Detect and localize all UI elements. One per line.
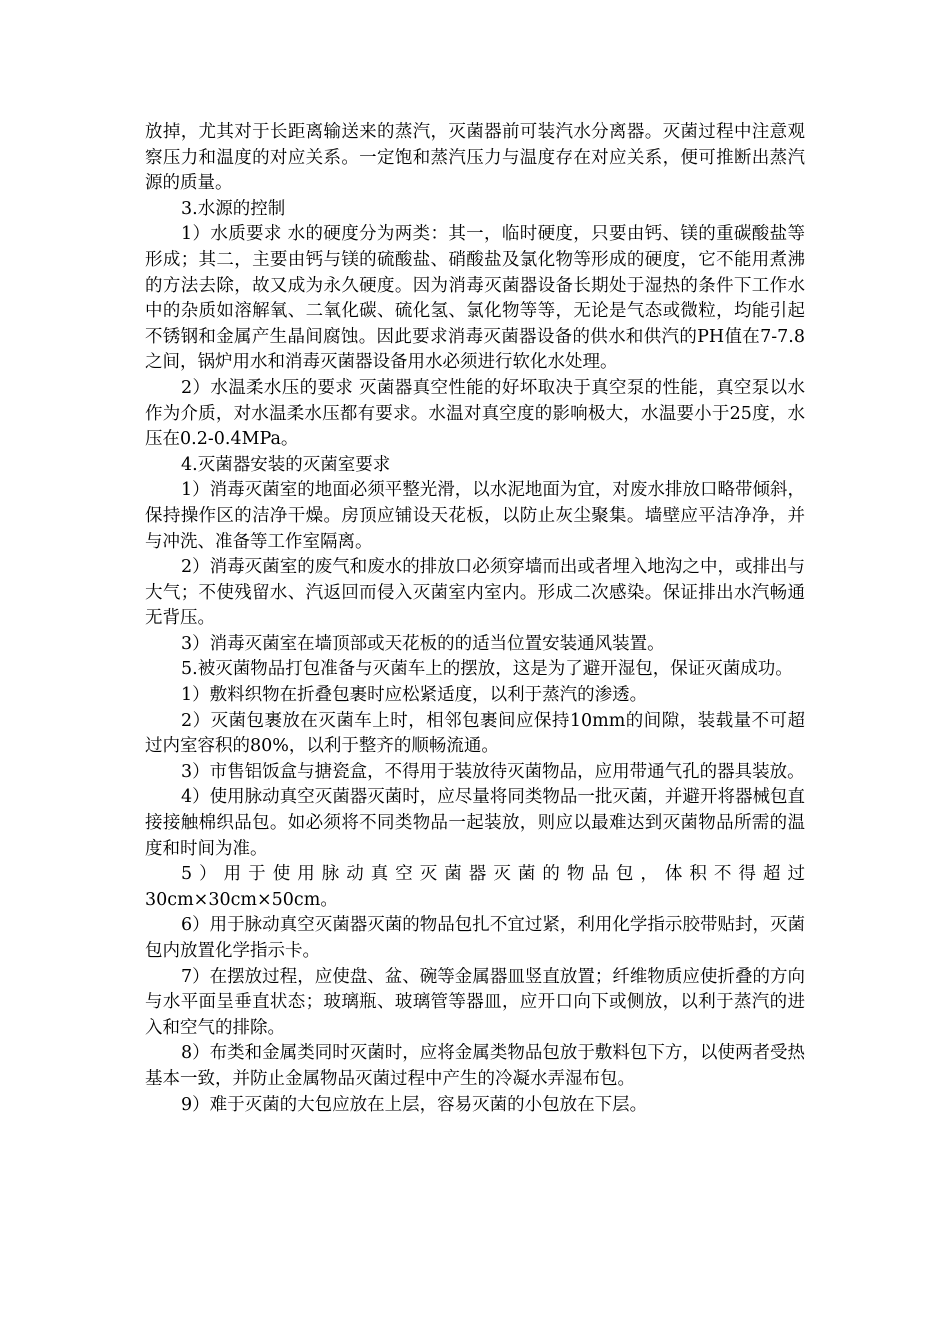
paragraph-packing-9: 9）难于灭菌的大包应放在上层，容易灭菌的小包放在下层。 xyxy=(181,1094,648,1115)
paragraph-room-exhaust: 2）消毒灭菌室的废气和废水的排放口必须穿墙而出或者埋入地沟之中，或排出与大气；不使残留水、汽返回而侵入灭菌室内室内。形成二次感染。保证排出水汽畅通无背压。 xyxy=(145,557,805,629)
paragraph-packing-4: 4）使用脉动真空灭菌器灭菌时，应尽量将同类物品一批灭菌，并避开将器械包直接接触棉织品包。如必须将不同类物品一起装放，则应以最难达到灭菌物品所需的温度和时间为准。 xyxy=(145,787,805,859)
paragraph-room-floor: 1）消毒灭菌室的地面必须平整光滑，以水泥地面为宜，对废水排放口略带倾斜，保持操作区的洁净干燥。房顶应铺设天花板，以防止灰尘聚集。墙壁应平洁净净，并与冲洗、准备等工作室隔离。 xyxy=(145,480,805,552)
paragraph-water-quality: 1）水质要求 水的硬度分为两类：其一，临时硬度，只要由钙、镁的重碳酸盐等形成；其二，主要由钙与镁的硫酸盐、硝酸盐及氯化物等形成的硬度，它不能用煮沸的方法去除，故又成为永久硬度。因为消毒灭菌器设备长期处于湿热的条件下工作水中的杂质如溶解氧、二氧化碳、硫化氢、氯化物等等，无论是气态或微粒，均能引起不锈钢和金属产生晶间腐蚀。因此要求消毒灭菌器设备的供水和供汽的PH值在7-7.8之间，锅炉用水和消毒灭菌器设备用水必须进行软化水处理。 xyxy=(145,224,805,373)
paragraph-continuation: 放掉，尤其对于长距离输送来的蒸汽，灭菌器前可装汽水分离器。灭菌过程中注意观察压力和温度的对应关系。一定饱和蒸汽压力与温度存在对应关系，便可推断出蒸汽源的质量。 xyxy=(145,122,805,194)
heading-water-source: 3.水源的控制 xyxy=(181,198,286,219)
paragraph-packing-1: 1）敷料织物在折叠包裹时应松紧适度，以利于蒸汽的渗透。 xyxy=(181,685,648,706)
paragraph-packing-5: 5）用于使用脉动真空灭菌器灭菌的物品包，体积不得超过30cm×30cm×50cm。 xyxy=(145,864,805,910)
document-body xyxy=(145,120,805,1118)
paragraph-room-ventilation: 3）消毒灭菌室在墙顶部或天花板的的适当位置安装通风装置。 xyxy=(181,633,665,654)
paragraph-packing-6: 6）用于脉动真空灭菌器灭菌的物品包扎不宜过紧，利用化学指示胶带贴封，灭菌包内放置化学指示卡。 xyxy=(145,915,805,961)
heading-packing: 5.被灭菌物品打包准备与灭菌车上的摆放，这是为了避开湿包，保证灭菌成功。 xyxy=(181,659,793,680)
paragraph-packing-8: 8）布类和金属类同时灭菌时，应将金属类物品包放于敷料包下方，以使两者受热基本一致，并防止金属物品灭菌过程中产生的冷凝水弄湿布包。 xyxy=(145,1043,805,1089)
paragraph-packing-2: 2）灭菌包裹放在灭菌车上时，相邻包裹间应保持10mm的间隙，装载量不可超过内室容积的80%，以利于整齐的顺畅流通。 xyxy=(145,710,805,757)
paragraph-packing-3: 3）市售铝饭盒与搪瓷盒，不得用于装放待灭菌物品，应用带通气孔的器具装放。 xyxy=(181,761,805,782)
heading-sterilization-room: 4.灭菌器安装的灭菌室要求 xyxy=(181,454,391,475)
paragraph-packing-7: 7）在摆放过程，应使盘、盆、碗等金属器皿竖直放置；纤维物质应使折叠的方向与水平面呈垂直状态；玻璃瓶、玻璃管等器皿，应开口向下或侧放，以利于蒸汽的进入和空气的排除。 xyxy=(145,966,805,1038)
paragraph-water-temperature: 2）水温柔水压的要求 灭菌器真空性能的好坏取决于真空泵的性能，真空泵以水作为介质，对水温柔水压都有要求。水温对真空度的影响极大，水温要小于25度，水压在0.2-0.4MPa。 xyxy=(145,377,805,450)
